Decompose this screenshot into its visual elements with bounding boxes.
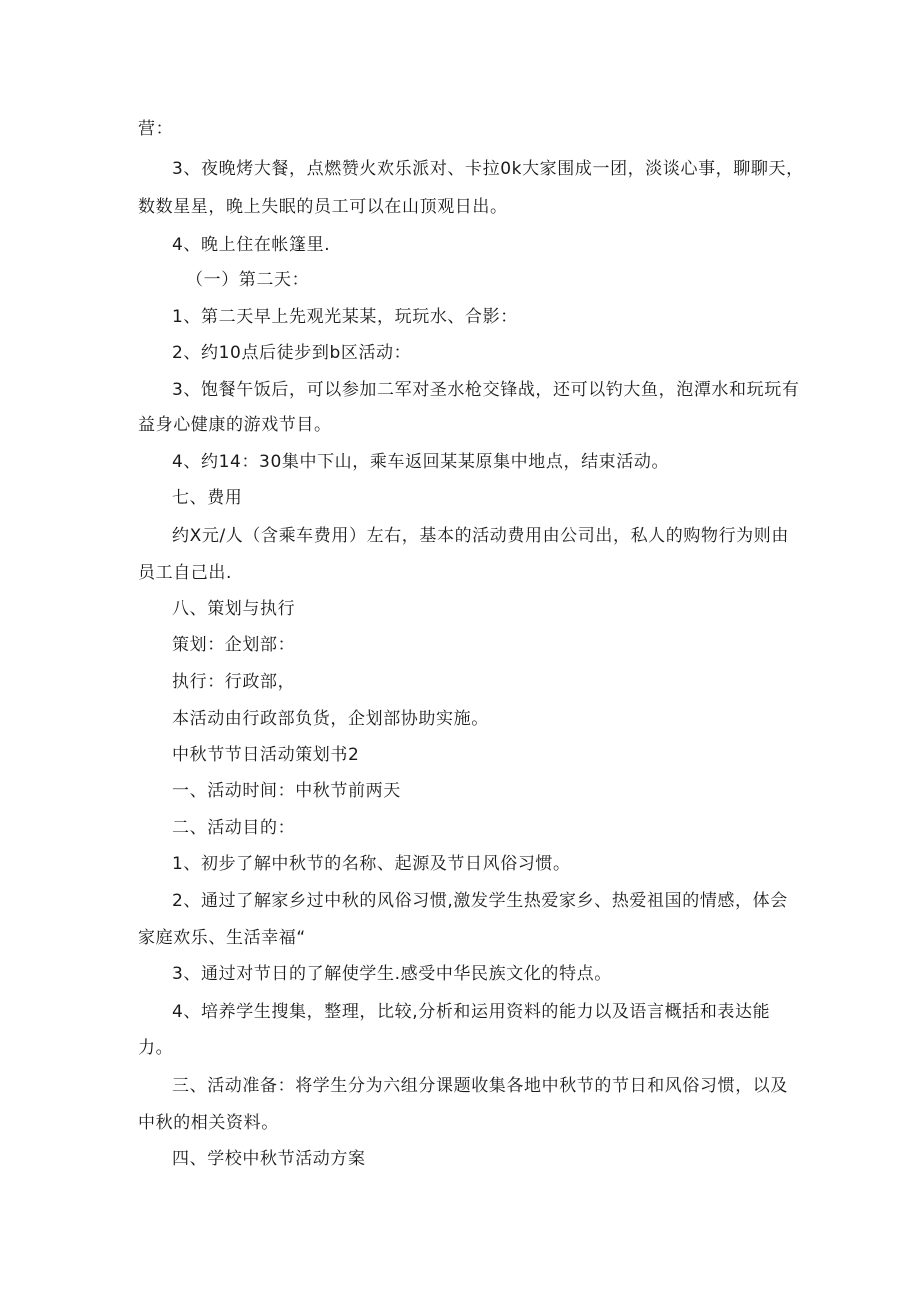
text-line: 营： xyxy=(138,119,174,139)
text-line: 四、学校中秋节活动方案 xyxy=(172,1149,366,1169)
text-line: 3、通过对节日的了解使学生.感受中华民族文化的特点。 xyxy=(172,964,612,984)
text-line: 1、第二天早上先观光某某，玩玩水、合影： xyxy=(172,307,518,327)
text-line: 1、初步了解中秋节的名称、起源及节日风俗习惯。 xyxy=(172,854,571,874)
text-line: 约X元/人（含乘车费用）左右，基本的活动费用由公司出，私人的购物行为则由 xyxy=(172,526,789,546)
text-line: 七、费用 xyxy=(172,488,243,508)
text-line: 4、晚上住在帐篷里. xyxy=(172,235,331,255)
text-line: 家庭欢乐、生活幸福“ xyxy=(138,928,306,948)
text-line: 三、活动准备：将学生分为六组分课题收集各地中秋节的节日和风俗习惯，以及 xyxy=(172,1076,788,1096)
text-line: 2、约10点后徒步到b区活动： xyxy=(172,343,412,363)
text-line: 中秋的相关资料。 xyxy=(138,1113,279,1133)
text-line: 3、饱餐午饭后，可以参加二军对圣水枪交锋战，还可以钓大鱼，泡潭水和玩玩有 xyxy=(172,380,800,400)
text-line: 3、夜晚烤大餐，点燃赞火欢乐派对、卡拉0k大家围成一团，淡谈心事，聊聊天， xyxy=(172,159,804,179)
text-line: 员工自己出. xyxy=(138,563,233,583)
text-line: 本活动由行政部负货，企划部协助实施。 xyxy=(172,709,489,729)
text-line: 一、活动时间：中秋节前两天 xyxy=(172,781,401,801)
text-line: （一）第二天： xyxy=(186,270,310,290)
text-line: 中秋节节日活动策划书2 xyxy=(172,745,360,765)
text-line: 益身心健康的游戏节目。 xyxy=(138,415,332,435)
text-line: 2、通过了解家乡过中秋的风俗习惯,激发学生热爱家乡、热爱祖国的情感，体会 xyxy=(172,891,788,911)
text-line: 力。 xyxy=(138,1038,174,1058)
text-line: 4、约14：30集中下山，乘车返回某某原集中地点，结束活动。 xyxy=(172,452,670,472)
text-line: 执行：行政部， xyxy=(172,672,296,692)
text-line: 数数星星，晚上失眠的员工可以在山顶观日出。 xyxy=(138,197,508,217)
text-line: 策划：企划部： xyxy=(172,635,296,655)
text-line: 4、培养学生搜集，整理，比较,分析和运用资料的能力以及语言概括和表达能 xyxy=(172,1002,771,1022)
text-line: 二、活动目的： xyxy=(172,818,296,838)
text-line: 八、策划与执行 xyxy=(172,599,296,619)
